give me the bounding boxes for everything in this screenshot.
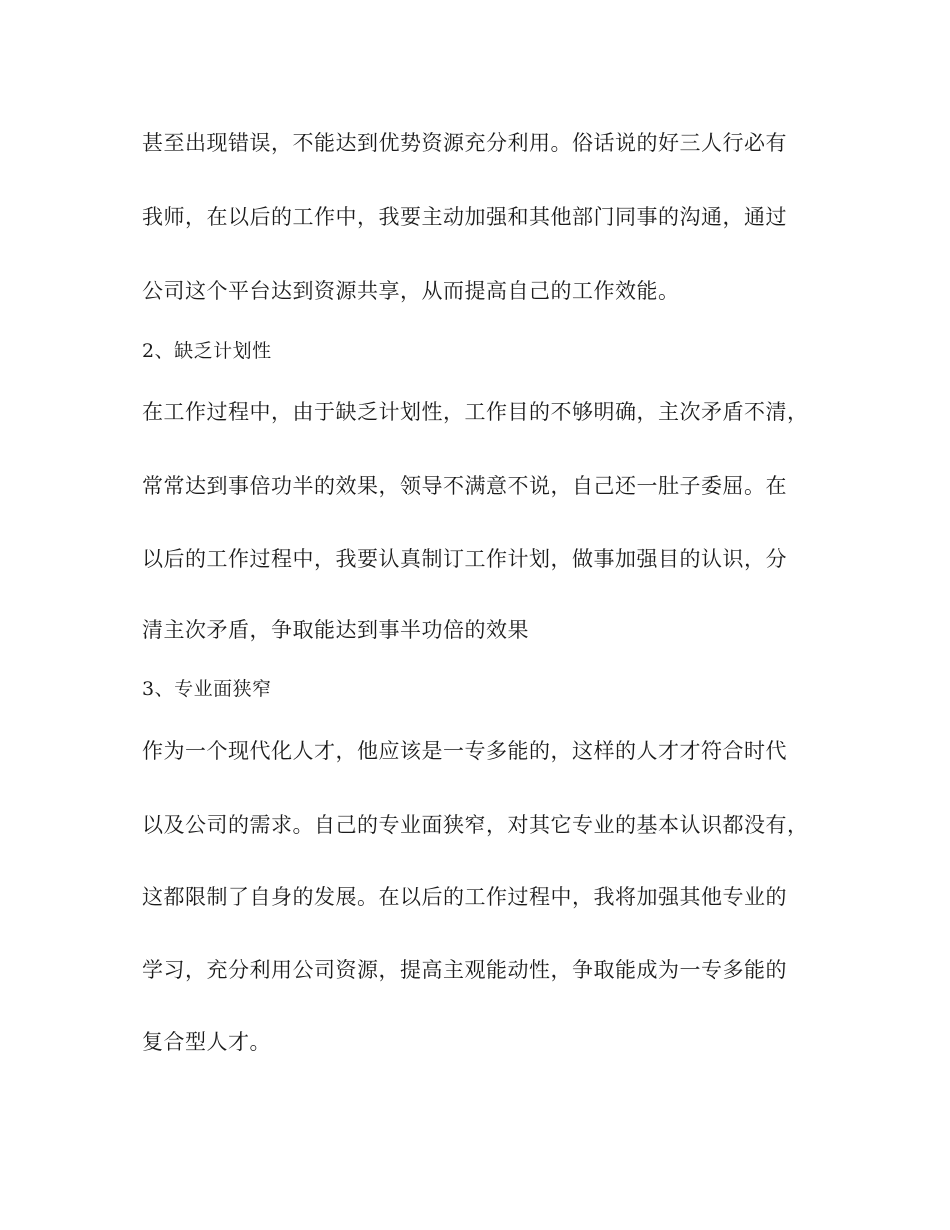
paragraph-line: 复合型人才。 bbox=[142, 1030, 271, 1054]
paragraph-line: 公司这个平台达到资源共享，从而提高自己的工作效能。 bbox=[142, 279, 680, 303]
paragraph-line: 这都限制了自身的发展。在以后的工作过程中，我将加强其他专业的 bbox=[142, 885, 787, 909]
paragraph-line: 甚至出现错误，不能达到优势资源充分利用。俗话说的好三人行必有 bbox=[142, 131, 787, 155]
section-heading: 3、专业面狭窄 bbox=[142, 678, 272, 700]
paragraph-line: 以及公司的需求。自己的专业面狭窄，对其它专业的基本认识都没有， bbox=[142, 813, 809, 837]
paragraph-line: 清主次矛盾，争取能达到事半功倍的效果 bbox=[142, 618, 529, 642]
paragraph-line: 作为一个现代化人才，他应该是一专多能的，这样的人才才符合时代 bbox=[142, 739, 787, 763]
paragraph-line: 我师，在以后的工作中，我要主动加强和其他部门同事的沟通，通过 bbox=[142, 205, 787, 229]
paragraph-line: 学习，充分利用公司资源，提高主观能动性，争取能成为一专多能的 bbox=[142, 958, 787, 982]
paragraph-line: 在工作过程中，由于缺乏计划性，工作目的不够明确，主次矛盾不清， bbox=[142, 400, 809, 424]
paragraph-line: 常常达到事倍功半的效果，领导不满意不说，自己还一肚子委屈。在 bbox=[142, 474, 787, 498]
paragraph-line: 以后的工作过程中，我要认真制订工作计划，做事加强目的认识，分 bbox=[142, 547, 787, 571]
section-heading: 2、缺乏计划性 bbox=[142, 340, 272, 362]
